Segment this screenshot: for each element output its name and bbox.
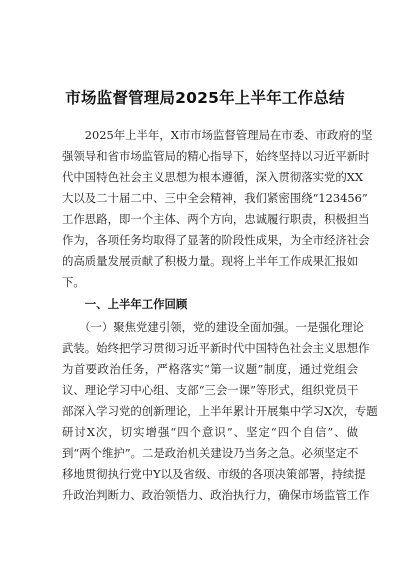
paragraph-line: 武装。始终把学习贯彻习近平新时代中国特色社会主义思想作: [62, 341, 370, 355]
paragraph-line: 到“两个维护”。二是政治机关建设乃当务之急。必须坚定不: [62, 446, 359, 460]
section-heading: 一、上半年工作回顾: [62, 297, 188, 311]
paragraph-line: 强领导和省市场监管局的精心指导下，始终坚持以习近平新时: [62, 149, 370, 163]
paragraph-line: 作为，各项任务均取得了显著的阶段性成果，为全市经济社会: [62, 233, 370, 247]
paragraph-line: 移地贯彻执行党中Y以及省级、市级的各项决策部署，持续提: [62, 467, 366, 481]
paragraph-line: 2025年上半年，X市市场监督管理局在市委、市政府的坚: [62, 128, 373, 142]
paragraph-line: 大以及二十届二中、三中全会精神，我们紧密围绕“123456”: [62, 191, 368, 205]
paragraph-line: 议、理论学习中心组、支部“三会一课”等形式，组织党员干: [62, 383, 359, 397]
document-title: 市场监督管理局2025年上半年工作总结: [65, 89, 345, 107]
paragraph-line: 的高质量发展贡献了积极力量。现将上半年工作成果汇报如: [62, 254, 359, 268]
paragraph-line: 工作思路，即一个主体、两个方向，忠诚履行职责，积极担当: [62, 212, 370, 226]
paragraph-line: 下。: [62, 275, 85, 289]
paragraph-line: （一）聚焦党建引领，党的建设全面加强。一是强化理论: [62, 320, 364, 334]
paragraph-line: 部深入学习党的创新理论，上半年累计开展集中学习X次，专题: [62, 404, 378, 418]
paragraph-line: 研讨X次，切实增强“四个意识”、坚定“四个自信”、做: [62, 425, 358, 439]
paragraph-line: 代中国特色社会主义思想为根本遵循，深入贯彻落实党的XX: [62, 170, 363, 184]
paragraph-line: 为首要政治任务，严格落实“第一议题”制度，通过党组会: [62, 362, 358, 376]
paragraph-line: 升政治判断力、政治领悟力、政治执行力，确保市场监管工作: [62, 488, 370, 502]
